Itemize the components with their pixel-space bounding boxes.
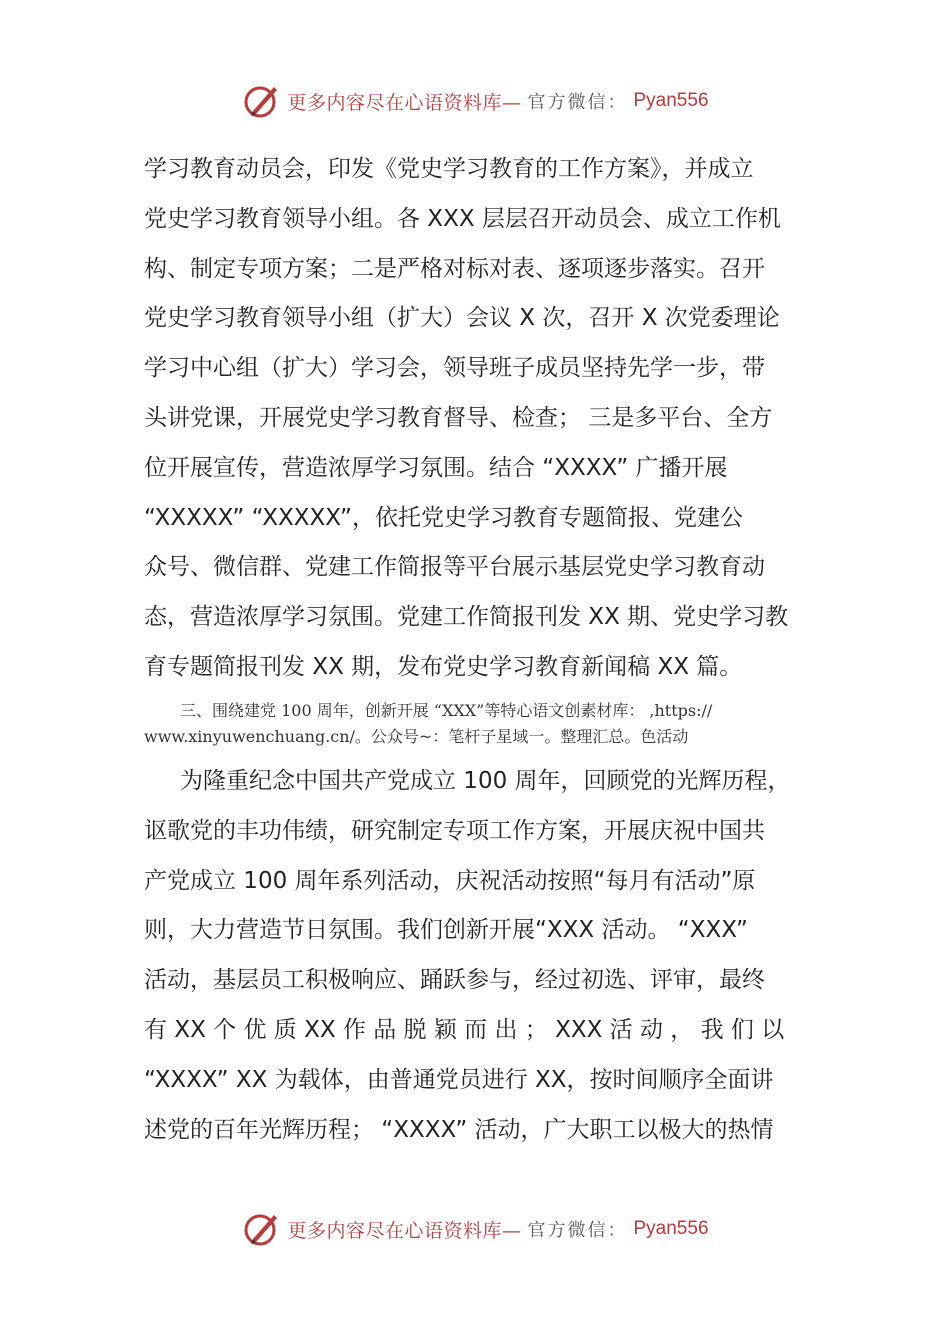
banner-text: 更多内容尽在心语资料库— (287, 1219, 522, 1242)
text-line: 为隆重纪念中国共产党成立 100 周年，回顾党的光辉历程， (180, 768, 791, 794)
text-line: 产党成立 100 周年系列活动，庆祝活动按照“每月有活动”原 (144, 867, 756, 894)
paragraph-one (144, 145, 808, 693)
heading-line: www.xinyuwenchuang.cn/。公众号~：笔杆子星域一。整理汇总。色活动 (144, 727, 689, 746)
text-line: 述党的百年光辉历程； “XXXX” 活动，广大职工以极大的热情 (144, 1116, 774, 1143)
text-line: 位开展宣传，营造浓厚学习氛围。结合 “XXXX” 广播开展 (144, 454, 728, 481)
banner-wechat-id: Pyan556 (633, 1218, 709, 1239)
paragraph-two (144, 757, 808, 1155)
text-line: 头讲党课，开展党史学习教育督导、检查； 三是多平台、全方 (144, 404, 773, 431)
heading-line: 三、围绕建党 100 周年，创新开展 “XXX”等特心语文创素材库： ,https:// (180, 701, 713, 720)
banner-official-label: 官方微信： (527, 92, 628, 113)
pen-logo-icon (241, 81, 281, 121)
section-heading (144, 698, 808, 750)
banner-text: 更多内容尽在心语资料库— (287, 91, 522, 114)
banner-wechat-id: Pyan556 (633, 90, 709, 111)
text-line: 学习教育动员会，印发《党史学习教育的工作方案》，并成立 (144, 156, 754, 182)
header-banner (0, 76, 950, 126)
text-line: 党史学习教育领导小组。各 XXX 层层召开动员会、成立工作机 (144, 205, 781, 232)
text-line: 众号、微信群、党建工作简报等平台展示基层党史学习教育动 (144, 554, 765, 581)
text-line: “XXXX” XX 为载体，由普通党员进行 XX，按时间顺序全面讲 (144, 1066, 774, 1093)
text-line: 学习中心组（扩大）学习会，领导班子成员坚持先学一步，带 (144, 355, 765, 382)
text-line: 态，营造浓厚学习氛围。党建工作简报刊发 XX 期、党史学习教 (144, 604, 789, 631)
text-line: 有 XX 个 优 质 XX 作 品 脱 颖 而 出 ； XXX 活 动 ， 我 们 以 (144, 1016, 785, 1043)
text-line: 则，大力营造节日氛围。我们创新开展“XXX 活动。 “XXX” (144, 917, 748, 944)
text-line: 活动，基层员工积极响应、踊跃参与，经过初选、评审，最终 (144, 967, 765, 994)
text-line: “XXXXX” “XXXXX”，依托党史学习教育专题简报、党建公 (144, 504, 743, 531)
text-line: 党史学习教育领导小组（扩大）会议 X 次，召开 X 次党委理论 (144, 305, 780, 332)
footer-banner (0, 1204, 950, 1254)
banner-official-label: 官方微信： (527, 1220, 628, 1241)
text-line: 育专题简报刊发 XX 期，发布党史学习教育新闻稿 XX 篇。 (144, 653, 743, 680)
text-line: 构、制定专项方案；二是严格对标对表、逐项逐步落实。召开 (144, 255, 765, 282)
pen-logo-icon (241, 1209, 281, 1249)
text-line: 讴歌党的丰功伟绩，研究制定专项工作方案，开展庆祝中国共 (144, 817, 765, 844)
